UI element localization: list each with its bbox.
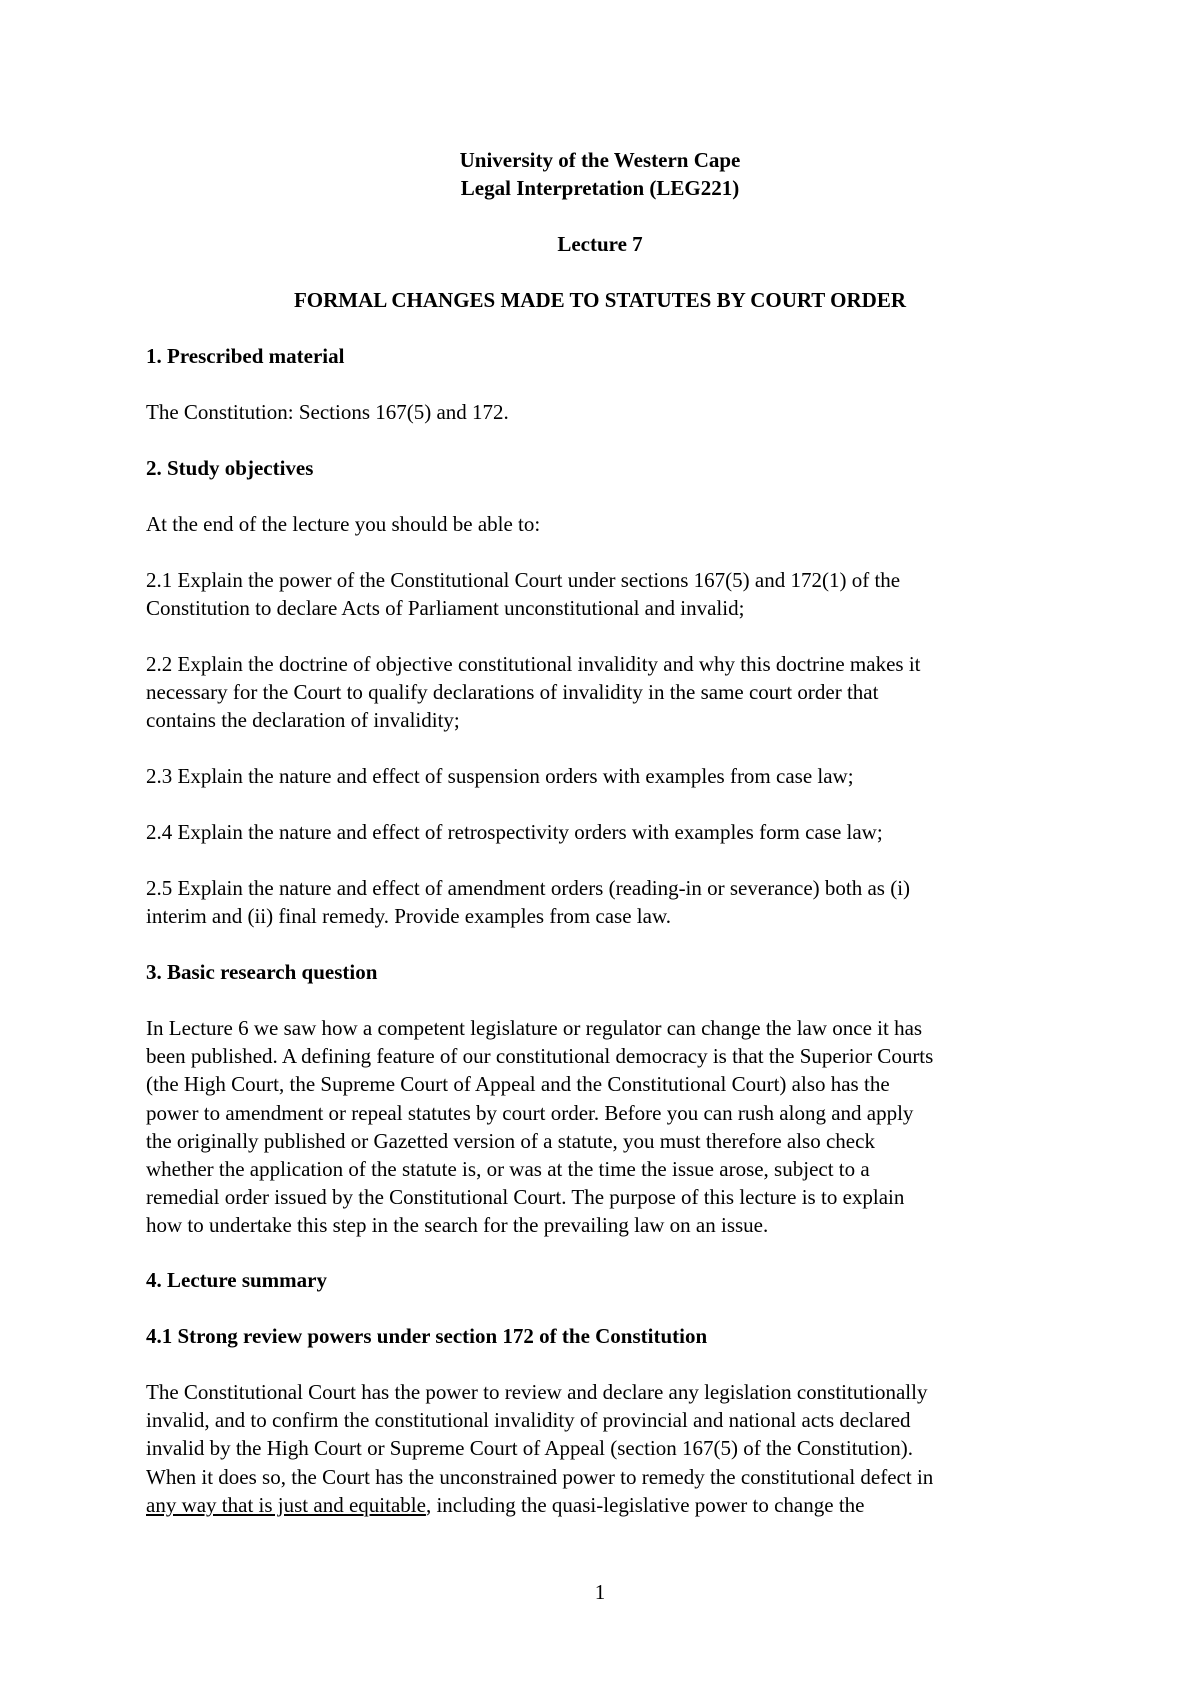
section-1-heading: 1. Prescribed material	[146, 344, 345, 368]
section-4-1-heading: 4.1 Strong review powers under section 172 of the Constitution	[146, 1324, 708, 1348]
objective-2-1	[146, 566, 1066, 622]
paragraph-line: power to amendment or repeal statutes by court order. Before you can rush along and apply	[146, 1100, 914, 1125]
paragraph-line: necessary for the Court to qualify declarations of invalidity in the same court order that	[146, 680, 879, 705]
course-title: Legal Interpretation (LEG221)	[460, 176, 740, 200]
paragraph-line: contains the declaration of invalidity;	[146, 708, 460, 733]
paragraph-line: how to undertake this step in the search for the prevailing law on an issue.	[146, 1213, 769, 1238]
line-continuation: , including the quasi-legislative power to change the	[425, 1492, 865, 1517]
paragraph-line: In Lecture 6 we saw how a competent legislature or regulator can change the law once it has	[146, 1016, 923, 1040]
lecture-number: Lecture 7	[557, 232, 643, 256]
paragraph-line: 2.4 Explain the nature and effect of retrospectivity orders with examples form case law;	[146, 820, 883, 844]
paragraph-line: interim and (ii) final remedy. Provide examples from case law.	[146, 904, 672, 929]
section-3-heading: 3. Basic research question	[146, 960, 378, 984]
section-3-text	[146, 1014, 1066, 1240]
section-2-intro	[146, 510, 1066, 538]
paragraph-line: the originally published or Gazetted version of a statute, you must therefore also check	[146, 1128, 875, 1153]
objective-2-5	[146, 874, 1066, 930]
section-4-1-text	[146, 1378, 1066, 1519]
objective-2-3	[146, 762, 1066, 790]
page-number: 1	[594, 1580, 606, 1604]
paragraph-line: The Constitutional Court has the power to review and declare any legislation constitutionally	[146, 1380, 928, 1404]
paragraph-line: 2.3 Explain the nature and effect of suspension orders with examples from case law;	[146, 764, 854, 788]
university-name: University of the Western Cape	[459, 148, 741, 172]
paragraph-line: invalid, and to confirm the constitutional invalidity of provincial and national acts declared	[146, 1408, 911, 1433]
paragraph-line: remedial order issued by the Constitutional Court. The purpose of this lecture is to explain	[146, 1185, 905, 1210]
paragraph-line: The Constitution: Sections 167(5) and 172.	[146, 400, 509, 424]
section-4-heading: 4. Lecture summary	[146, 1268, 327, 1292]
objective-2-4	[146, 818, 1066, 846]
paragraph-line: 2.5 Explain the nature and effect of amendment orders (reading-in or severance) both as (i)	[146, 876, 911, 900]
paragraph-line: When it does so, the Court has the unconstrained power to remedy the constitutional defect in	[146, 1464, 934, 1489]
paragraph-line: whether the application of the statute is, or was at the time the issue arose, subject to a	[146, 1157, 870, 1182]
objective-2-2	[146, 650, 1066, 735]
paragraph-line: 2.1 Explain the power of the Constitutional Court under sections 167(5) and 172(1) of the	[146, 568, 901, 592]
paragraph-line: (the High Court, the Supreme Court of Appeal and the Constitutional Court) also has the	[146, 1072, 890, 1097]
paragraph-line: been published. A defining feature of our constitutional democracy is that the Superior Courts	[146, 1044, 934, 1069]
paragraph-line: 2.2 Explain the doctrine of objective constitutional invalidity and why this doctrine makes it	[146, 652, 921, 676]
section-1-text	[146, 398, 1066, 426]
underlined-phrase: any way that is just and equitable	[146, 1492, 426, 1517]
section-2-heading: 2. Study objectives	[146, 456, 314, 480]
paragraph-line	[146, 1491, 1066, 1519]
paragraph-line: invalid by the High Court or Supreme Court of Appeal (section 167(5) of the Constitution).	[146, 1436, 913, 1461]
paragraph-line: At the end of the lecture you should be able to:	[146, 512, 541, 536]
document-title: FORMAL CHANGES MADE TO STATUTES BY COURT ORDER	[293, 288, 907, 312]
paragraph-line: Constitution to declare Acts of Parliament unconstitutional and invalid;	[146, 596, 745, 621]
